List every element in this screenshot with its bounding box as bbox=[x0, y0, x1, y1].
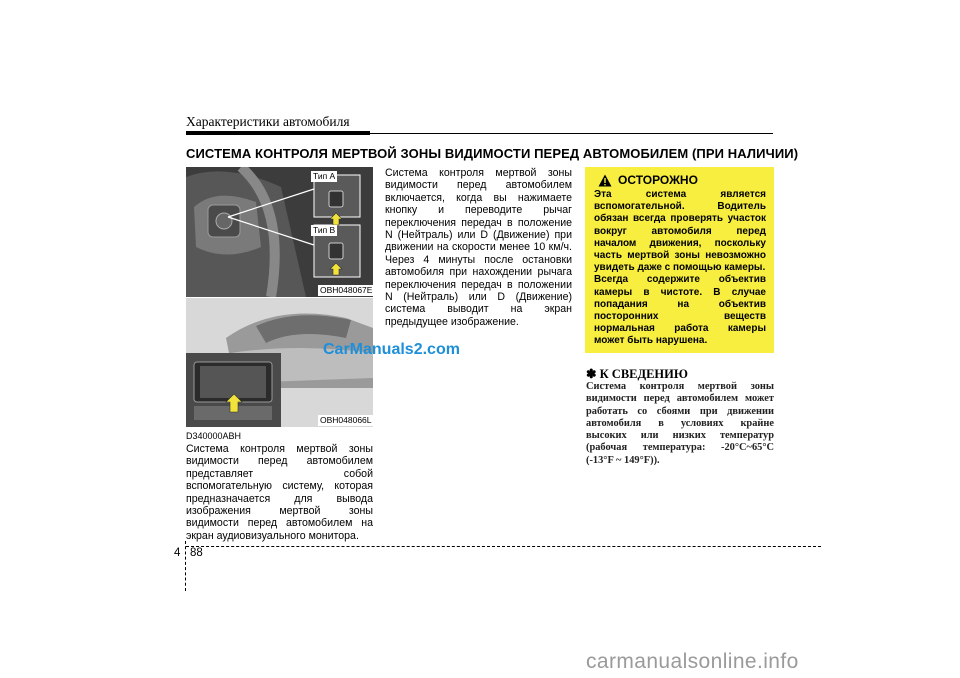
watermark-bottom: carmanualsonline.info bbox=[586, 650, 799, 673]
note-paragraph: Система контроля мертвой зоны видимости перед автомобилем может работать со сбоями при движении автомобиля в условиях крайне высоких или низких температур (рабочая температура: -20°C~65°C (-13°F ~ 149°F)). bbox=[586, 381, 774, 466]
car-monitor-illustration bbox=[186, 298, 373, 427]
footer-rule bbox=[186, 546, 821, 547]
steering-wheel-figure bbox=[186, 167, 373, 297]
steering-wheel-illustration bbox=[186, 167, 373, 297]
watermark-center: CarManuals2.com bbox=[323, 341, 460, 358]
type-b-label: Тип B bbox=[313, 225, 336, 235]
warning-paragraph-1: Эта система является вспомогательной. Водитель обязан всегда проверять участок вокруг автомобиля перед началом движения, поскольку часть мертвой зоны невозможно увидеть даже с помощью камеры. bbox=[594, 189, 766, 274]
figure-code: OBH048066L bbox=[320, 415, 372, 425]
warning-header bbox=[598, 173, 766, 187]
header-rule-thick bbox=[186, 131, 370, 135]
car-monitor-figure bbox=[186, 298, 373, 427]
footer-divider bbox=[185, 541, 186, 591]
warning-paragraph-2: Всегда содержите объектив камеры в чистоте. В случае попадания на объектив посторонних веществ нормальная работа камеры может быть нарушена. bbox=[594, 274, 766, 347]
intro-paragraph: Система контроля мертвой зоны видимости перед автомобилем представляет собой вспомогательную систему, которая предназначается для вывода изображения мертвой зоны видимости перед автомобилем на экран аудиовизуального монитора. bbox=[186, 443, 373, 542]
note-title: ✽ К СВЕДЕНИЮ bbox=[586, 367, 688, 381]
header-rule-thin bbox=[370, 133, 773, 134]
type-a-label: Тип A bbox=[313, 171, 336, 181]
section-code: D340000ABH bbox=[186, 431, 242, 441]
figure-code: OBH048067E bbox=[320, 285, 373, 295]
warning-triangle-icon bbox=[598, 174, 612, 187]
chapter-number: 4 bbox=[174, 547, 181, 559]
warning-title: ОСТОРОЖНО bbox=[618, 173, 698, 187]
page-title: СИСТЕМА КОНТРОЛЯ МЕРТВОЙ ЗОНЫ ВИДИМОСТИ ПЕРЕД АВТОМОБИЛЕМ (ПРИ НАЛИЧИИ) bbox=[186, 146, 799, 161]
warning-box bbox=[585, 167, 774, 353]
operation-paragraph: Система контроля мертвой зоны видимости перед автомобилем включается, когда вы нажимаете кнопку и переводите рычаг переключения передач в положение N (Нейтраль) или D (Движение) при движении на скорости менее 10 км/ч. Через 4 минуты после остановки автомобиля при нахождении рычага переключения передач в положении N (Нейтраль) или D (Движение) система выводит на экран предыдущее изображение. bbox=[385, 167, 572, 328]
section-title: Характеристики автомобиля bbox=[186, 114, 350, 129]
page-number: 88 bbox=[190, 547, 203, 559]
